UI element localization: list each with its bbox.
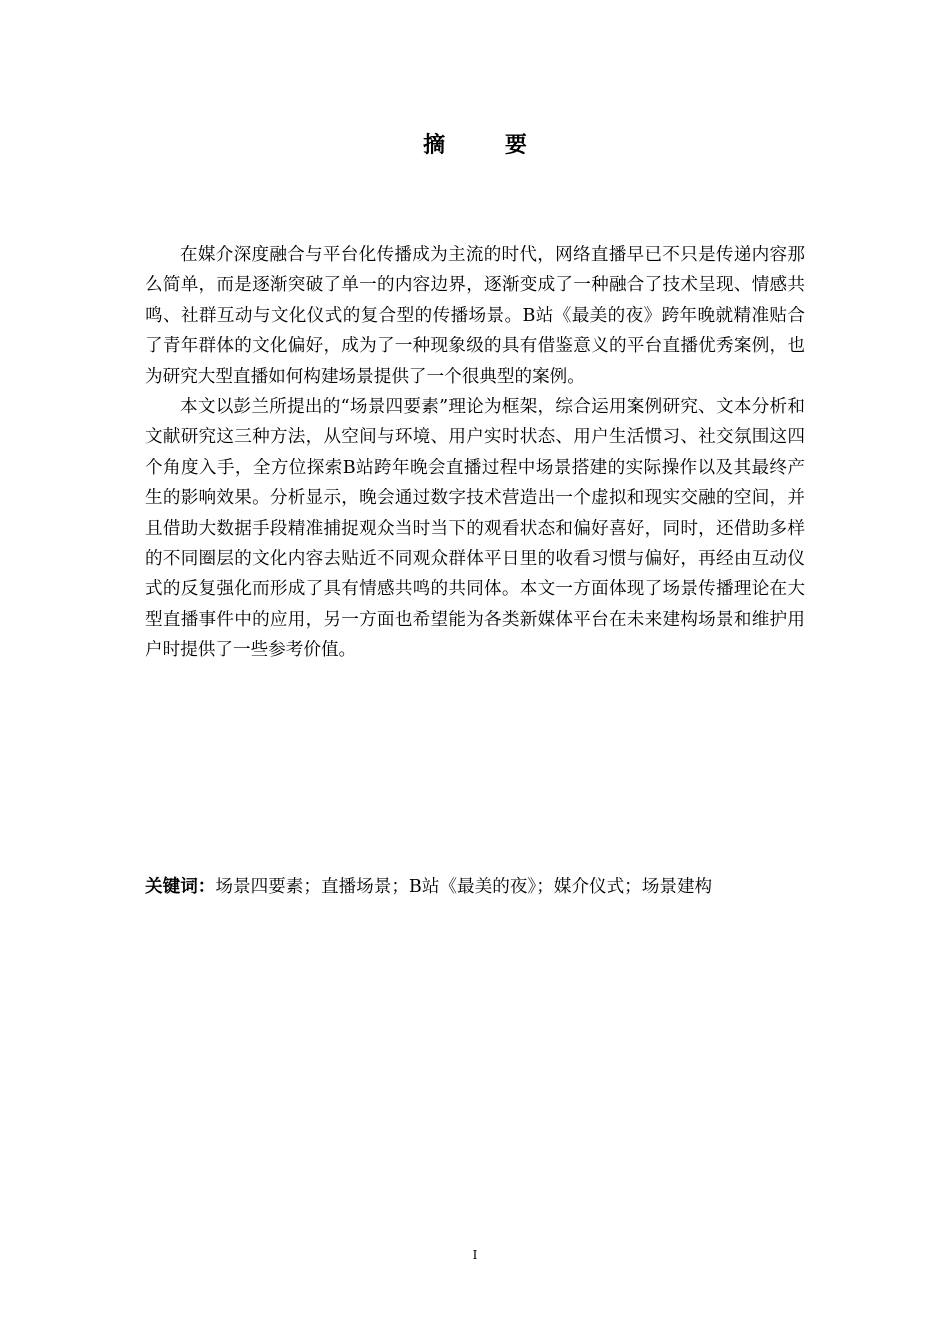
- page-title: 摘 要: [423, 133, 553, 158]
- page-number: I: [472, 1248, 478, 1262]
- keywords-label: 关键词：: [145, 877, 216, 897]
- abstract-paragraph-2: 本文以彭兰所提出的“场景四要素”理论为框架，综合运用案例研究、文本分析和文献研究这三种方法，从空间与环境、用户实时状态、用户生活惯习、社交氛围这四个角度入手，全方位探索B站跨年晚会直播过程中场景搭建的实际操作以及其最终产生的影响效果。分析显示，晚会通过数字技术营造出一个虚拟和现实交融的空间，并且借助大数据手段精准捕捉观众当时当下的观看状态和偏好喜好，同时，还借助多样的不同圈层的文化内容去贴近不同观众群体平日里的收看习惯与偏好，再经由互动仪式的反复强化而形成了具有情感共鸣的共同体。本文一方面体现了场景传播理论在大型直播事件中的应用，另一方面也希望能为各类新媒体平台在未来建构场景和维护用户时提供了一些参考价值。: [145, 397, 805, 661]
- keywords-text: 场景四要素；直播场景；B站《最美的夜》；媒介仪式；场景建构: [215, 877, 713, 897]
- keywords-line: [145, 872, 805, 902]
- abstract-body: [145, 240, 805, 666]
- abstract-paragraph-1: 在媒介深度融合与平台化传播成为主流的时代，网络直播早已不只是传递内容那么简单，而是逐渐突破了单一的内容边界，逐渐变成了一种融合了技术呈现、情感共鸣、社群互动与文化仪式的复合型的传播场景。B站《最美的夜》跨年晚就精准贴合了青年群体的文化偏好，成为了一种现象级的具有借鉴意义的平台直播优秀案例，也为研究大型直播如何构建场景提供了一个很典型的案例。: [145, 245, 805, 387]
